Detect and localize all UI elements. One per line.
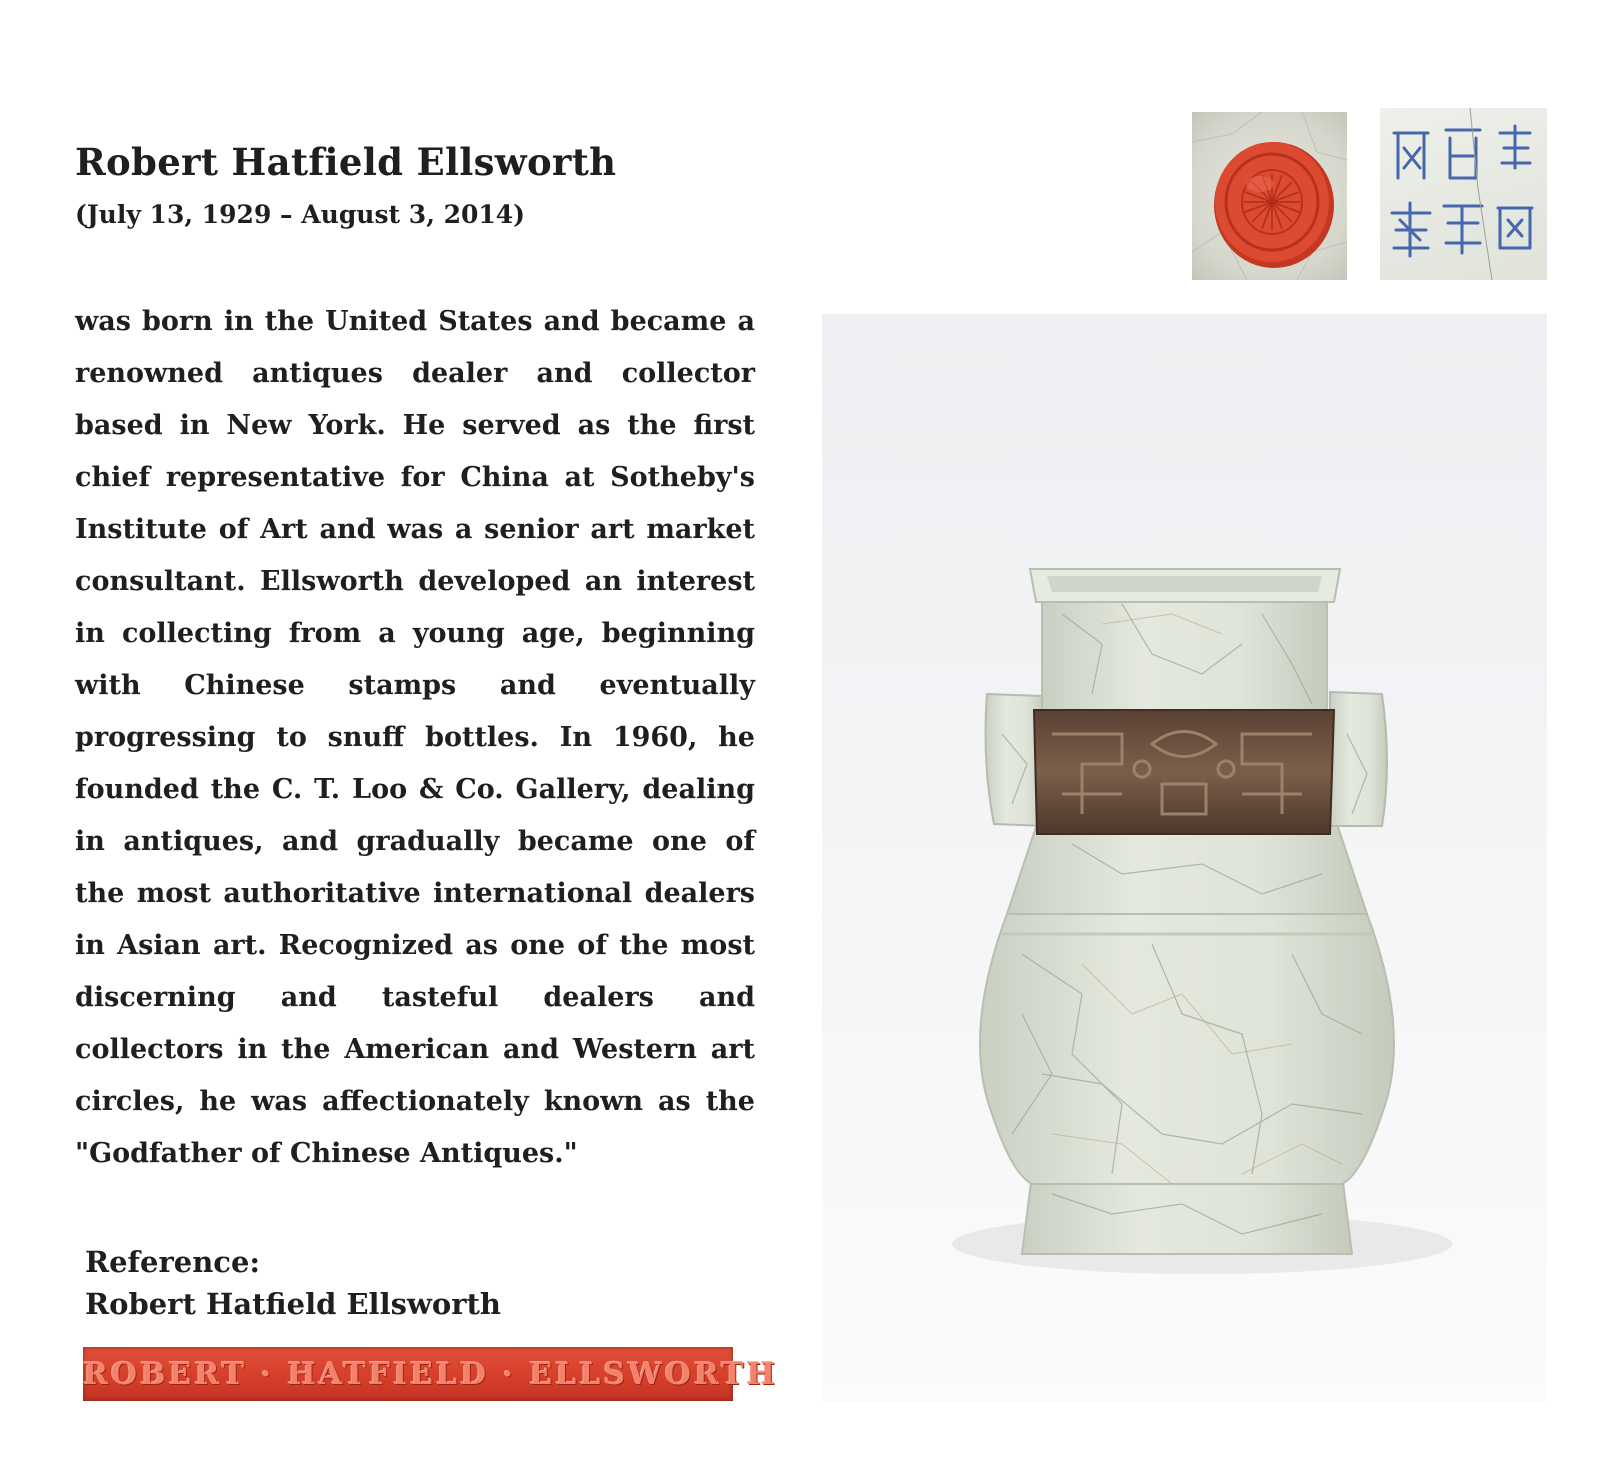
celadon-vase-photo xyxy=(822,314,1547,1402)
vase-illustration xyxy=(822,314,1547,1402)
reference-name: Robert Hatfield Ellsworth xyxy=(85,1287,501,1321)
reference-label: Reference: xyxy=(85,1245,261,1279)
life-dates: (July 13, 1929 – August 3, 2014) xyxy=(75,200,526,229)
person-name-title: Robert Hatfield Ellsworth xyxy=(75,140,617,184)
wax-seal-icon xyxy=(1192,112,1347,280)
biography-text: was born in the United States and became a renowned antiques dealer and collector based in New York. He served as the first chief representative for China at Sotheby's Institute of Art and was a senior art market consultant. Ellsworth developed an interest in collecting from a young age, beginning with Chinese stamps and eventually progressing to snuff bottles. In 1960, he founded the C. T. Loo & Co. Gallery, dealing in antiques, and gradually became one of the most authoritative international dealers in Asian art. Recognized as one of the most discerning and tasteful dealers and collectors in the American and Western art circles, he was affectionately known as the "Godfather of Chinese Antiques." xyxy=(75,306,755,1169)
stamp-text: ROBERT · HATFIELD · ELLSWORTH xyxy=(83,1357,778,1392)
collector-stamp-strip xyxy=(83,1347,778,1401)
wax-seal-photo xyxy=(1192,112,1347,280)
reign-mark-icon xyxy=(1380,108,1547,280)
reign-mark-photo xyxy=(1380,108,1547,280)
